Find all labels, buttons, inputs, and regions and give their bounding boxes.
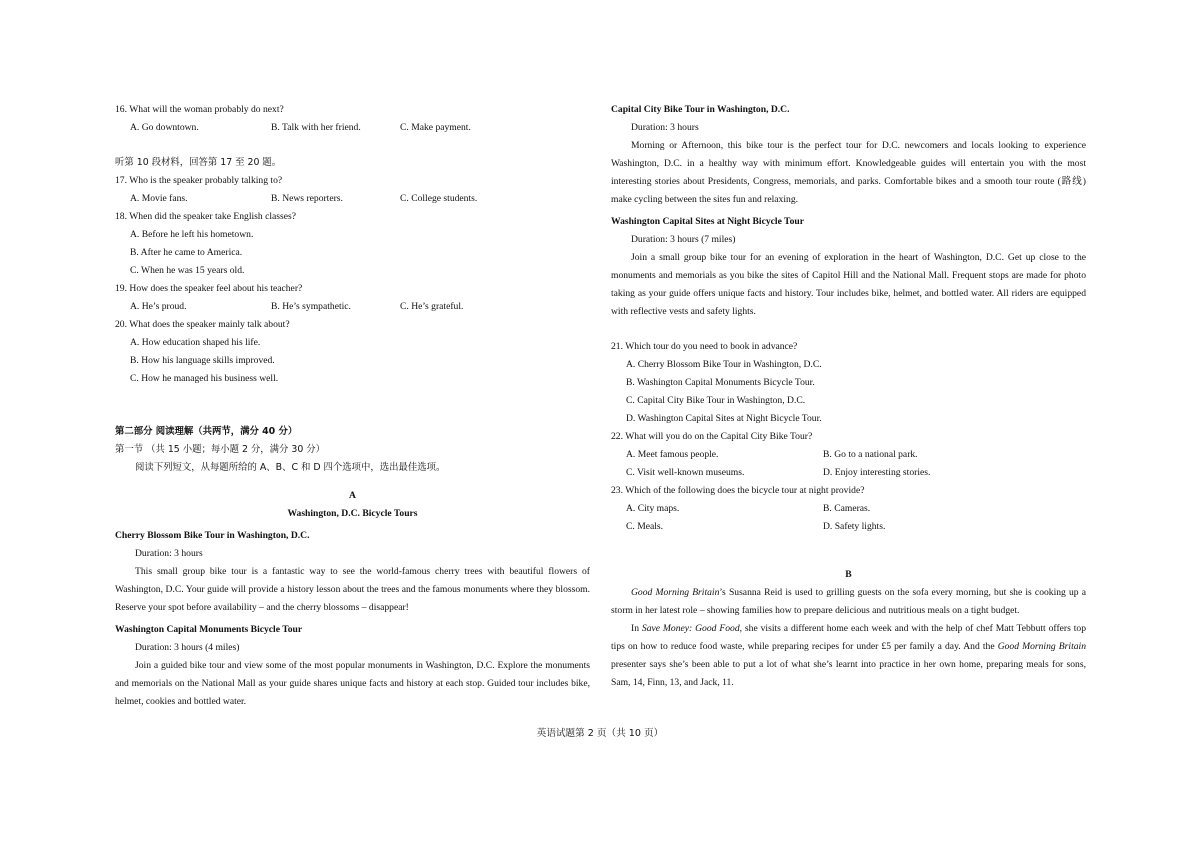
q18-stem: 18. When did the speaker take English classes?	[115, 211, 296, 222]
passage-b-letter: B	[845, 569, 852, 580]
q17-option-a: A. Movie fans.	[130, 193, 188, 204]
q23-stem: 23. Which of the following does the bicycle tour at night provide?	[611, 485, 865, 496]
q22-option-d: D. Enjoy interesting stories.	[823, 467, 931, 478]
section1-title: 第一节 （共 15 小题；每小题 2 分，满分 30 分）	[115, 444, 326, 455]
q20-option-c: C. How he managed his business well.	[130, 373, 279, 384]
q18-option-a: A. Before he left his hometown.	[130, 229, 254, 240]
show-title-3: Good Morning Britain	[997, 641, 1086, 652]
q23-options-row2	[611, 518, 1086, 536]
q20-option-a: A. How education shaped his life.	[130, 337, 261, 348]
q16-option-a: A. Go downtown.	[130, 122, 199, 133]
q21-option-d: D. Washington Capital Sites at Night Bicycle Tour.	[626, 413, 822, 424]
q20-option-b: B. How his language skills improved.	[130, 355, 275, 366]
tour2-title: Washington Capital Monuments Bicycle Tour	[115, 624, 303, 635]
passage-b-p2-mid: , she visits a different home each week and with the help of chef Matt Tebbutt offers top tips on how to reduce food waste, while preparing recipes for under £5 per family a day. And the	[611, 623, 1087, 652]
passage-a-letter: A	[349, 490, 356, 501]
q22-options-row1	[611, 446, 1086, 464]
q19-option-b: B. He’s sympathetic.	[271, 301, 351, 312]
q17-option-c: C. College students.	[400, 193, 478, 204]
passage-b-p2-pre: In	[631, 623, 642, 634]
q17-option-b: B. News reporters.	[271, 193, 343, 204]
q21-stem: 21. Which tour do you need to book in advance?	[611, 341, 798, 352]
tour4-duration: Duration: 3 hours (7 miles)	[631, 234, 736, 245]
q22-option-b: B. Go to a national park.	[823, 449, 918, 460]
passage-b-p2-rest: presenter says she’s been able to put a lot of what she’s learnt into practice in her own home, preparing meals for sons, Sam, 14, Finn, 13, and Jack, 11.	[611, 659, 1086, 688]
q23-option-a: A. City maps.	[626, 503, 680, 514]
part2-title: 第二部分 阅读理解（共两节，满分 40 分）	[115, 426, 298, 437]
q21-option-b: B. Washington Capital Monuments Bicycle Tour.	[626, 377, 815, 388]
tour3-body: Morning or Afternoon, this bike tour is the perfect tour for D.C. newcomers and locals looking to experience Washington, D.C. in a healthy way with minimum effort. Knowledgeable guides will entertain you with the most interesting stories about Presidents, Congress, memorials, and parks. Comfortable bikes and a smooth tour route (路线) make cycling between the sites fun and relaxing.	[611, 140, 1086, 205]
q17-options	[115, 190, 590, 208]
q22-option-c: C. Visit well-known museums.	[626, 467, 745, 478]
q23-options-row1	[611, 500, 1086, 518]
q16-stem: 16. What will the woman probably do next?	[115, 104, 284, 115]
q21-option-a: A. Cherry Blossom Bike Tour in Washington, D.C.	[626, 359, 822, 370]
q20-stem: 20. What does the speaker mainly talk about?	[115, 319, 290, 330]
left-column	[115, 101, 590, 711]
passage-b-p1-text: ’s Susanna Reid is used to grilling guests on the sofa every morning, but she is cooking up a storm in her latest role – showing families how to prepare delicious and nutritious meals on a tight budget.	[611, 587, 1086, 616]
tour4-body: Join a small group bike tour for an evening of exploration in the heart of Washington, D.C. Get up close to the monuments and memorials as you bike the sites of Capitol Hill and the National Mall. Frequent stops are made for photo taking as your guide offers unique facts and history. Tour includes bike, helmet, and bottled water. All riders are equipped with reflective vests and safety lights.	[611, 252, 1086, 317]
q16-options	[115, 119, 590, 137]
q23-option-b: B. Cameras.	[823, 503, 871, 514]
q22-option-a: A. Meet famous people.	[626, 449, 719, 460]
q16-option-b: B. Talk with her friend.	[271, 122, 361, 133]
tour3-title: Capital City Bike Tour in Washington, D.C.	[611, 104, 790, 115]
tour2-duration: Duration: 3 hours (4 miles)	[135, 642, 240, 653]
q19-stem: 19. How does the speaker feel about his teacher?	[115, 283, 303, 294]
q23-option-d: D. Safety lights.	[823, 521, 886, 532]
q18-option-b: B. After he came to America.	[130, 247, 243, 258]
q21-option-c: C. Capital City Bike Tour in Washington, D.C.	[626, 395, 806, 406]
q19-option-c: C. He’s grateful.	[400, 301, 464, 312]
section1-instruction: 阅读下列短文，从每题所给的 A、B、C 和 D 四个选项中，选出最佳选项。	[135, 462, 446, 473]
passage-b-paragraph-2	[611, 620, 1086, 692]
q22-options-row2	[611, 464, 1086, 482]
tour1-title: Cherry Blossom Bike Tour in Washington, D.C.	[115, 530, 310, 541]
show-title: Good Morning Britain	[631, 587, 720, 598]
q22-stem: 22. What will you do on the Capital City Bike Tour?	[611, 431, 813, 442]
show-title-2: Save Money: Good Food	[641, 623, 740, 634]
q16-option-c: C. Make payment.	[400, 122, 471, 133]
listen-instruction: 听第 10 段材料，回答第 17 至 20 题。	[115, 157, 282, 168]
q18-option-c: C. When he was 15 years old.	[130, 265, 245, 276]
tour1-duration: Duration: 3 hours	[135, 548, 203, 559]
tour4-title: Washington Capital Sites at Night Bicycle Tour	[611, 216, 804, 227]
tour1-body: This small group bike tour is a fantastic way to see the world-famous cherry trees with beautiful flowers of Washington, D.C. Your guide will provide a history lesson about the trees and the famous monuments where they blossom. Reserve your spot before availability – and the cherry blossoms – disappear!	[115, 566, 590, 613]
right-column	[611, 101, 1086, 692]
q17-stem: 17. Who is the speaker probably talking to?	[115, 175, 283, 186]
page-footer: 英语试题第 2 页（共 10 页）	[536, 728, 664, 739]
tour3-duration: Duration: 3 hours	[631, 122, 699, 133]
q19-option-a: A. He’s proud.	[130, 301, 187, 312]
q23-option-c: C. Meals.	[626, 521, 664, 532]
passage-a-title: Washington, D.C. Bicycle Tours	[287, 508, 418, 519]
tour2-body: Join a guided bike tour and view some of the most popular monuments in Washington, D.C. Explore the monuments and memorials on the National Mall as your guide shares unique facts and history at each stop. Guided tour includes bike, helmet, cookies and bottled water.	[115, 660, 590, 707]
passage-b-paragraph-1	[611, 584, 1086, 620]
q19-options	[115, 298, 590, 316]
